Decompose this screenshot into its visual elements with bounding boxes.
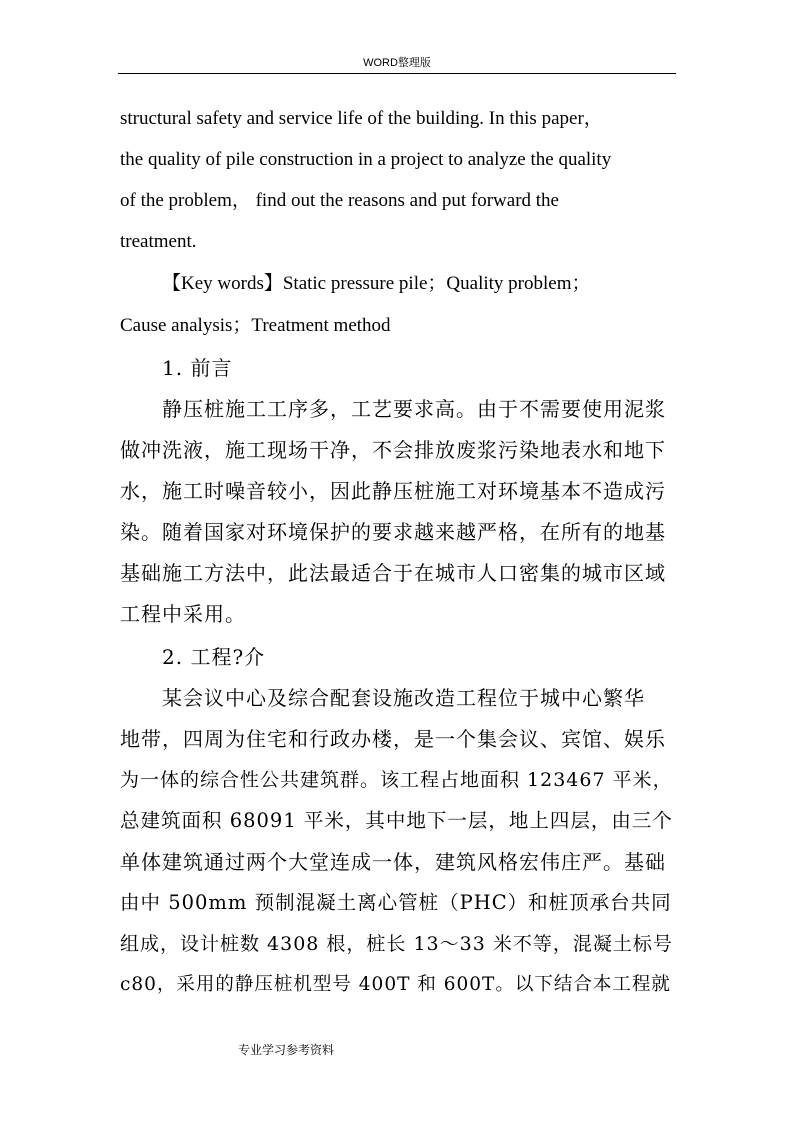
project-line-7: 组成，设计桩数 4308 根，桩长 13～33 米不等，混凝土标号 xyxy=(120,933,673,955)
abstract-line-1: structural safety and service life of the building. In this paper， xyxy=(120,108,603,129)
page-footer: 专业学习参考资料 xyxy=(238,1043,335,1057)
section-heading-project: 2. 工程?介 xyxy=(162,645,266,669)
abstract-line-2: the quality of pile construction in a project to analyze the quality xyxy=(120,149,612,170)
project-line-4: 总建筑面积 68091 平米，其中地下一层，地上四层，由三个 xyxy=(120,809,673,832)
preface-line-6: 工程中采用。 xyxy=(120,602,246,626)
preface-line-1: 静压桩施工工序多，工艺要求高。由于不需要使用泥浆 xyxy=(162,397,666,421)
preface-line-5: 基础施工方法中，此法最适合于在城市人口密集的城市区域 xyxy=(120,561,666,585)
project-line-1: 某会议中心及综合配套设施改造工程位于城中心繁华 xyxy=(162,686,645,710)
section-heading-preface: 1. 前言 xyxy=(162,356,233,380)
keywords-line-2: Cause analysis；Treatment method xyxy=(120,315,391,336)
keywords-line-1: 【Key words】Static pressure pile；Quality problem； xyxy=(162,273,591,294)
preface-line-4: 染。随着国家对环境保护的要求越来越严格，在所有的地基 xyxy=(120,520,666,544)
project-line-3: 为一体的综合性公共建筑群。该工程占地面积 123467 平米， xyxy=(120,769,673,791)
preface-line-3: 水，施工时噪音较小，因此静压桩施工对环境基本不造成污 xyxy=(120,479,666,503)
project-line-8: c80，采用的静压桩机型号 400T 和 600T。以下结合本工程就 xyxy=(120,974,671,995)
project-line-2: 地带，四周为住宅和行政办楼，是一个集会议、宾馆、娱乐 xyxy=(120,727,666,751)
header-divider xyxy=(118,73,676,74)
header-title: WORD整理版 xyxy=(363,57,431,69)
abstract-line-3: of the problem， find out the reasons and put forward the xyxy=(120,190,559,211)
abstract-line-4: treatment. xyxy=(120,231,197,252)
project-line-5: 单体建筑通过两个大堂连成一体，建筑风格宏伟庄严。基础 xyxy=(120,850,666,874)
preface-line-2: 做冲洗液，施工现场干净，不会排放废浆污染地表水和地下 xyxy=(120,438,666,462)
project-line-6: 由中 500mm 预制混凝土离心管桩（PHC）和桩顶承台共同 xyxy=(120,891,672,914)
